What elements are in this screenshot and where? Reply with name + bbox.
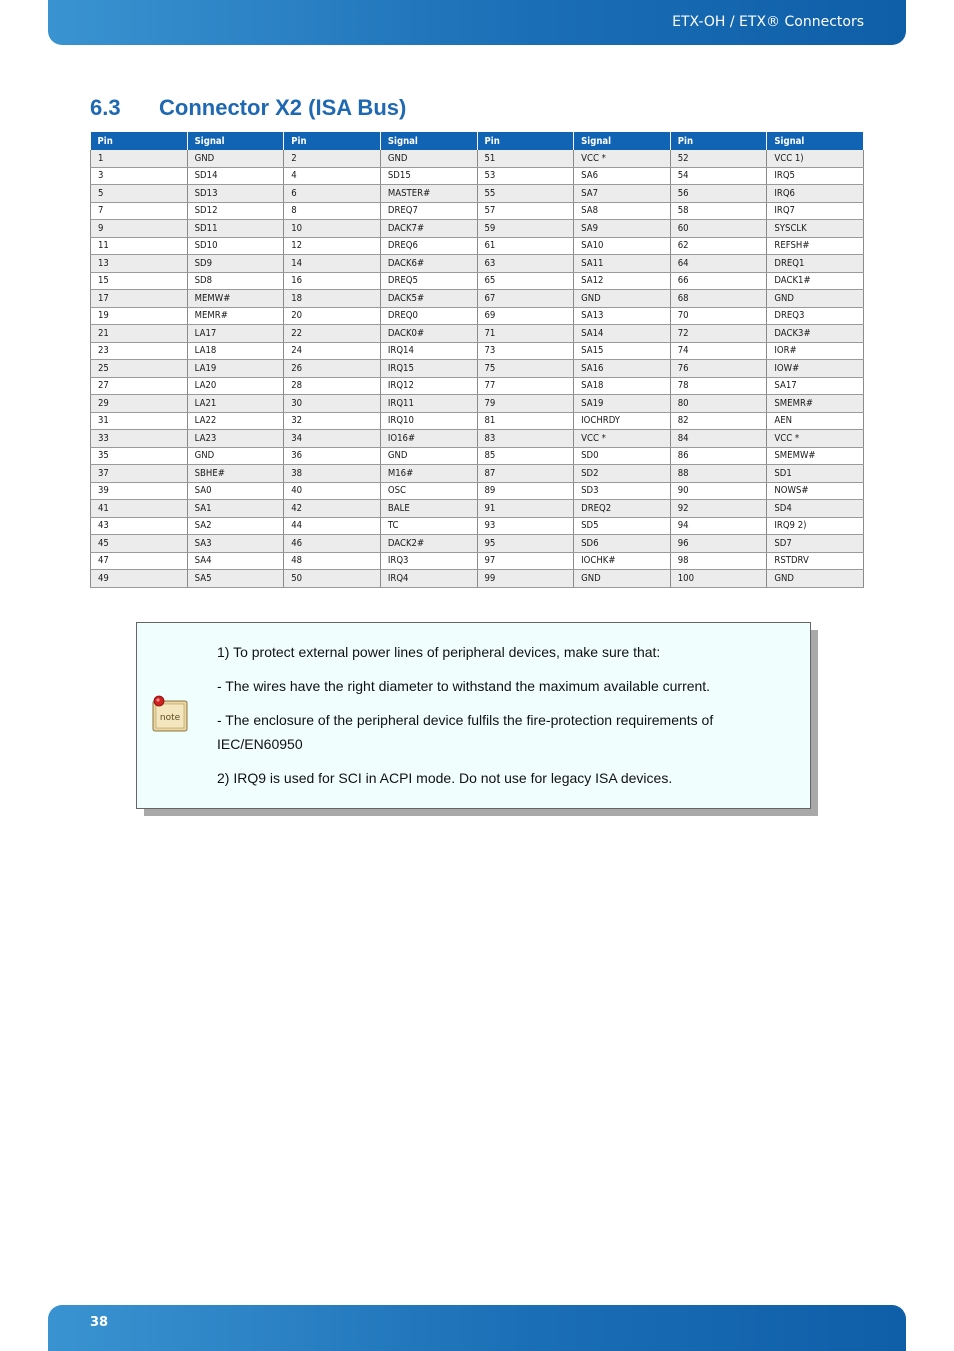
table-row bbox=[91, 220, 864, 238]
pin-table bbox=[90, 132, 864, 588]
signal-cell: GND bbox=[574, 570, 671, 588]
note-box bbox=[136, 622, 811, 809]
signal-cell: SA8 bbox=[574, 202, 671, 220]
pin-cell: 44 bbox=[284, 517, 381, 535]
signal-cell: IRQ9 2) bbox=[767, 517, 864, 535]
pin-cell: 85 bbox=[477, 447, 574, 465]
signal-cell: IRQ11 bbox=[380, 395, 477, 413]
pin-cell: 29 bbox=[91, 395, 188, 413]
table-header-row bbox=[91, 132, 864, 150]
signal-cell: VCC 1) bbox=[767, 150, 864, 167]
section-title: Connector X2 (ISA Bus) bbox=[159, 95, 407, 120]
signal-cell: SA11 bbox=[574, 255, 671, 273]
table-row bbox=[91, 342, 864, 360]
page-footer bbox=[48, 1305, 906, 1351]
signal-cell: RSTDRV bbox=[767, 552, 864, 570]
pin-cell: 12 bbox=[284, 237, 381, 255]
pin-cell: 43 bbox=[91, 517, 188, 535]
pin-cell: 57 bbox=[477, 202, 574, 220]
table-row bbox=[91, 167, 864, 185]
signal-cell: GND bbox=[187, 447, 284, 465]
signal-cell: REFSH# bbox=[767, 237, 864, 255]
pin-cell: 91 bbox=[477, 500, 574, 518]
signal-cell: DACK0# bbox=[380, 325, 477, 343]
table-row bbox=[91, 535, 864, 553]
pin-cell: 28 bbox=[284, 377, 381, 395]
signal-cell: SMEMR# bbox=[767, 395, 864, 413]
signal-cell: IRQ3 bbox=[380, 552, 477, 570]
page-header bbox=[48, 0, 906, 45]
signal-cell: VCC * bbox=[767, 430, 864, 448]
signal-cell: IOR# bbox=[767, 342, 864, 360]
pin-cell: 7 bbox=[91, 202, 188, 220]
signal-cell: DACK6# bbox=[380, 255, 477, 273]
pin-cell: 86 bbox=[670, 447, 767, 465]
table-row bbox=[91, 482, 864, 500]
pin-cell: 84 bbox=[670, 430, 767, 448]
pin-cell: 16 bbox=[284, 272, 381, 290]
signal-cell: SA1 bbox=[187, 500, 284, 518]
signal-cell: DREQ2 bbox=[574, 500, 671, 518]
signal-cell: GND bbox=[767, 570, 864, 588]
note-paragraph: 1) To protect external power lines of peripheral devices, make sure that: bbox=[217, 644, 661, 660]
table-row bbox=[91, 272, 864, 290]
pin-cell: 17 bbox=[91, 290, 188, 308]
pin-cell: 41 bbox=[91, 500, 188, 518]
pin-cell: 70 bbox=[670, 307, 767, 325]
pin-cell: 95 bbox=[477, 535, 574, 553]
signal-cell: SD13 bbox=[187, 185, 284, 203]
signal-cell: DACK1# bbox=[767, 272, 864, 290]
pin-cell: 5 bbox=[91, 185, 188, 203]
pin-cell: 54 bbox=[670, 167, 767, 185]
pin-cell: 94 bbox=[670, 517, 767, 535]
pin-cell: 20 bbox=[284, 307, 381, 325]
pin-cell: 50 bbox=[284, 570, 381, 588]
table-row bbox=[91, 307, 864, 325]
signal-cell: IOW# bbox=[767, 360, 864, 378]
signal-cell: DACK7# bbox=[380, 220, 477, 238]
note-paragraph: - The wires have the right diameter to withstand the maximum available current. bbox=[217, 678, 711, 694]
signal-cell: SA10 bbox=[574, 237, 671, 255]
pin-cell: 77 bbox=[477, 377, 574, 395]
pin-cell: 68 bbox=[670, 290, 767, 308]
signal-cell: SA3 bbox=[187, 535, 284, 553]
pin-cell: 89 bbox=[477, 482, 574, 500]
signal-cell: GND bbox=[574, 290, 671, 308]
pin-cell: 93 bbox=[477, 517, 574, 535]
column-header: Pin bbox=[284, 132, 381, 150]
signal-cell: SD12 bbox=[187, 202, 284, 220]
signal-cell: IO16# bbox=[380, 430, 477, 448]
pin-cell: 14 bbox=[284, 255, 381, 273]
table-row bbox=[91, 325, 864, 343]
pin-cell: 74 bbox=[670, 342, 767, 360]
pin-cell: 81 bbox=[477, 412, 574, 430]
pin-cell: 65 bbox=[477, 272, 574, 290]
signal-cell: IRQ14 bbox=[380, 342, 477, 360]
signal-cell: IRQ5 bbox=[767, 167, 864, 185]
pin-cell: 48 bbox=[284, 552, 381, 570]
pin-cell: 80 bbox=[670, 395, 767, 413]
signal-cell: SD10 bbox=[187, 237, 284, 255]
signal-cell: SBHE# bbox=[187, 465, 284, 483]
signal-cell: BALE bbox=[380, 500, 477, 518]
pin-cell: 71 bbox=[477, 325, 574, 343]
table-row bbox=[91, 255, 864, 273]
pin-cell: 90 bbox=[670, 482, 767, 500]
pin-cell: 83 bbox=[477, 430, 574, 448]
signal-cell: M16# bbox=[380, 465, 477, 483]
table-row bbox=[91, 447, 864, 465]
pin-cell: 8 bbox=[284, 202, 381, 220]
signal-cell: SD3 bbox=[574, 482, 671, 500]
pin-cell: 97 bbox=[477, 552, 574, 570]
column-header: Pin bbox=[670, 132, 767, 150]
signal-cell: SA7 bbox=[574, 185, 671, 203]
signal-cell: SA9 bbox=[574, 220, 671, 238]
pin-cell: 67 bbox=[477, 290, 574, 308]
signal-cell: LA23 bbox=[187, 430, 284, 448]
pin-cell: 69 bbox=[477, 307, 574, 325]
signal-cell: DACK3# bbox=[767, 325, 864, 343]
pin-cell: 79 bbox=[477, 395, 574, 413]
pin-cell: 38 bbox=[284, 465, 381, 483]
pin-cell: 21 bbox=[91, 325, 188, 343]
table-row bbox=[91, 395, 864, 413]
pin-cell: 39 bbox=[91, 482, 188, 500]
signal-cell: SA15 bbox=[574, 342, 671, 360]
note-text bbox=[217, 640, 777, 800]
signal-cell: MASTER# bbox=[380, 185, 477, 203]
signal-cell: SD15 bbox=[380, 167, 477, 185]
pin-cell: 73 bbox=[477, 342, 574, 360]
column-header: Signal bbox=[380, 132, 477, 150]
pin-cell: 22 bbox=[284, 325, 381, 343]
pin-cell: 34 bbox=[284, 430, 381, 448]
table-row bbox=[91, 360, 864, 378]
pin-cell: 87 bbox=[477, 465, 574, 483]
pin-cell: 62 bbox=[670, 237, 767, 255]
signal-cell: SD6 bbox=[574, 535, 671, 553]
signal-cell: DREQ7 bbox=[380, 202, 477, 220]
signal-cell: LA18 bbox=[187, 342, 284, 360]
pin-cell: 99 bbox=[477, 570, 574, 588]
pin-cell: 72 bbox=[670, 325, 767, 343]
signal-cell: OSC bbox=[380, 482, 477, 500]
table-row bbox=[91, 202, 864, 220]
pin-cell: 26 bbox=[284, 360, 381, 378]
column-header: Signal bbox=[574, 132, 671, 150]
pin-cell: 23 bbox=[91, 342, 188, 360]
pin-cell: 2 bbox=[284, 150, 381, 167]
signal-cell: SD8 bbox=[187, 272, 284, 290]
signal-cell: IRQ7 bbox=[767, 202, 864, 220]
signal-cell: TC bbox=[380, 517, 477, 535]
table-row bbox=[91, 500, 864, 518]
signal-cell: VCC * bbox=[574, 430, 671, 448]
signal-cell: SD7 bbox=[767, 535, 864, 553]
pin-cell: 100 bbox=[670, 570, 767, 588]
signal-cell: DREQ6 bbox=[380, 237, 477, 255]
pin-cell: 98 bbox=[670, 552, 767, 570]
pin-cell: 10 bbox=[284, 220, 381, 238]
table-row bbox=[91, 290, 864, 308]
pin-cell: 46 bbox=[284, 535, 381, 553]
pin-cell: 40 bbox=[284, 482, 381, 500]
pin-cell: 60 bbox=[670, 220, 767, 238]
pin-cell: 92 bbox=[670, 500, 767, 518]
table-row bbox=[91, 570, 864, 588]
pin-cell: 30 bbox=[284, 395, 381, 413]
pin-cell: 61 bbox=[477, 237, 574, 255]
signal-cell: GND bbox=[380, 447, 477, 465]
signal-cell: GND bbox=[767, 290, 864, 308]
pin-cell: 55 bbox=[477, 185, 574, 203]
signal-cell: LA17 bbox=[187, 325, 284, 343]
table-row bbox=[91, 237, 864, 255]
signal-cell: DACK5# bbox=[380, 290, 477, 308]
table-row bbox=[91, 412, 864, 430]
signal-cell: DREQ0 bbox=[380, 307, 477, 325]
pin-cell: 76 bbox=[670, 360, 767, 378]
pin-cell: 31 bbox=[91, 412, 188, 430]
pin-cell: 58 bbox=[670, 202, 767, 220]
signal-cell: SD4 bbox=[767, 500, 864, 518]
signal-cell: SA16 bbox=[574, 360, 671, 378]
signal-cell: DACK2# bbox=[380, 535, 477, 553]
signal-cell: SMEMW# bbox=[767, 447, 864, 465]
pin-cell: 6 bbox=[284, 185, 381, 203]
pin-cell: 24 bbox=[284, 342, 381, 360]
column-header: Pin bbox=[477, 132, 574, 150]
column-header: Signal bbox=[767, 132, 864, 150]
signal-cell: SD14 bbox=[187, 167, 284, 185]
pin-cell: 49 bbox=[91, 570, 188, 588]
column-header: Signal bbox=[187, 132, 284, 150]
signal-cell: SA5 bbox=[187, 570, 284, 588]
pin-cell: 52 bbox=[670, 150, 767, 167]
section-heading bbox=[90, 95, 406, 121]
signal-cell: IRQ4 bbox=[380, 570, 477, 588]
pin-cell: 75 bbox=[477, 360, 574, 378]
pin-cell: 36 bbox=[284, 447, 381, 465]
signal-cell: IRQ15 bbox=[380, 360, 477, 378]
pin-cell: 1 bbox=[91, 150, 188, 167]
signal-cell: SYSCLK bbox=[767, 220, 864, 238]
pin-cell: 45 bbox=[91, 535, 188, 553]
signal-cell: VCC * bbox=[574, 150, 671, 167]
signal-cell: SD1 bbox=[767, 465, 864, 483]
signal-cell: SA4 bbox=[187, 552, 284, 570]
pin-cell: 4 bbox=[284, 167, 381, 185]
signal-cell: GND bbox=[380, 150, 477, 167]
signal-cell: SD0 bbox=[574, 447, 671, 465]
pin-cell: 51 bbox=[477, 150, 574, 167]
pin-cell: 63 bbox=[477, 255, 574, 273]
signal-cell: SA18 bbox=[574, 377, 671, 395]
signal-cell: SA6 bbox=[574, 167, 671, 185]
table-row bbox=[91, 377, 864, 395]
signal-cell: SD2 bbox=[574, 465, 671, 483]
pin-cell: 32 bbox=[284, 412, 381, 430]
pin-cell: 15 bbox=[91, 272, 188, 290]
pin-cell: 47 bbox=[91, 552, 188, 570]
signal-cell: DREQ5 bbox=[380, 272, 477, 290]
signal-cell: SA19 bbox=[574, 395, 671, 413]
table-row bbox=[91, 517, 864, 535]
signal-cell: GND bbox=[187, 150, 284, 167]
column-header: Pin bbox=[91, 132, 188, 150]
signal-cell: SD11 bbox=[187, 220, 284, 238]
pin-cell: 18 bbox=[284, 290, 381, 308]
pin-cell: 59 bbox=[477, 220, 574, 238]
pin-cell: 35 bbox=[91, 447, 188, 465]
signal-cell: DREQ1 bbox=[767, 255, 864, 273]
pin-cell: 9 bbox=[91, 220, 188, 238]
pin-cell: 66 bbox=[670, 272, 767, 290]
pin-cell: 11 bbox=[91, 237, 188, 255]
pin-cell: 64 bbox=[670, 255, 767, 273]
signal-cell: SA13 bbox=[574, 307, 671, 325]
signal-cell: SA2 bbox=[187, 517, 284, 535]
pin-cell: 27 bbox=[91, 377, 188, 395]
signal-cell: SA0 bbox=[187, 482, 284, 500]
signal-cell: IOCHRDY bbox=[574, 412, 671, 430]
signal-cell: IRQ10 bbox=[380, 412, 477, 430]
signal-cell: SD5 bbox=[574, 517, 671, 535]
signal-cell: SD9 bbox=[187, 255, 284, 273]
signal-cell: LA19 bbox=[187, 360, 284, 378]
signal-cell: SA14 bbox=[574, 325, 671, 343]
signal-cell: MEMR# bbox=[187, 307, 284, 325]
note-icon-label: note bbox=[159, 713, 181, 723]
pin-cell: 13 bbox=[91, 255, 188, 273]
header-title: ETX-OH / ETX® Connectors bbox=[672, 14, 864, 30]
pin-cell: 3 bbox=[91, 167, 188, 185]
signal-cell: IRQ12 bbox=[380, 377, 477, 395]
signal-cell: SA12 bbox=[574, 272, 671, 290]
signal-cell: MEMW# bbox=[187, 290, 284, 308]
signal-cell: AEN bbox=[767, 412, 864, 430]
table-row bbox=[91, 465, 864, 483]
pin-cell: 82 bbox=[670, 412, 767, 430]
pin-cell: 25 bbox=[91, 360, 188, 378]
signal-cell: SA17 bbox=[767, 377, 864, 395]
signal-cell: NOWS# bbox=[767, 482, 864, 500]
pin-cell: 53 bbox=[477, 167, 574, 185]
table-body bbox=[91, 150, 864, 587]
pin-cell: 56 bbox=[670, 185, 767, 203]
note-icon bbox=[150, 693, 190, 735]
signal-cell: LA22 bbox=[187, 412, 284, 430]
signal-cell: LA21 bbox=[187, 395, 284, 413]
section-number: 6.3 bbox=[90, 95, 121, 120]
signal-cell: IOCHK# bbox=[574, 552, 671, 570]
page-number: 38 bbox=[90, 1315, 109, 1330]
table-row bbox=[91, 150, 864, 167]
signal-cell: DREQ3 bbox=[767, 307, 864, 325]
signal-cell: IRQ6 bbox=[767, 185, 864, 203]
table-row bbox=[91, 430, 864, 448]
pin-cell: 78 bbox=[670, 377, 767, 395]
note-paragraph: - The enclosure of the peripheral device fulfils the fire-protection requirements of IEC/EN60950 bbox=[217, 712, 714, 752]
pin-cell: 19 bbox=[91, 307, 188, 325]
table-row bbox=[91, 552, 864, 570]
pin-cell: 96 bbox=[670, 535, 767, 553]
note-paragraph: 2) IRQ9 is used for SCI in ACPI mode. Do not use for legacy ISA devices. bbox=[217, 770, 673, 786]
signal-cell: LA20 bbox=[187, 377, 284, 395]
pin-cell: 42 bbox=[284, 500, 381, 518]
pin-cell: 37 bbox=[91, 465, 188, 483]
pin-cell: 88 bbox=[670, 465, 767, 483]
pin-cell: 33 bbox=[91, 430, 188, 448]
table-row bbox=[91, 185, 864, 203]
